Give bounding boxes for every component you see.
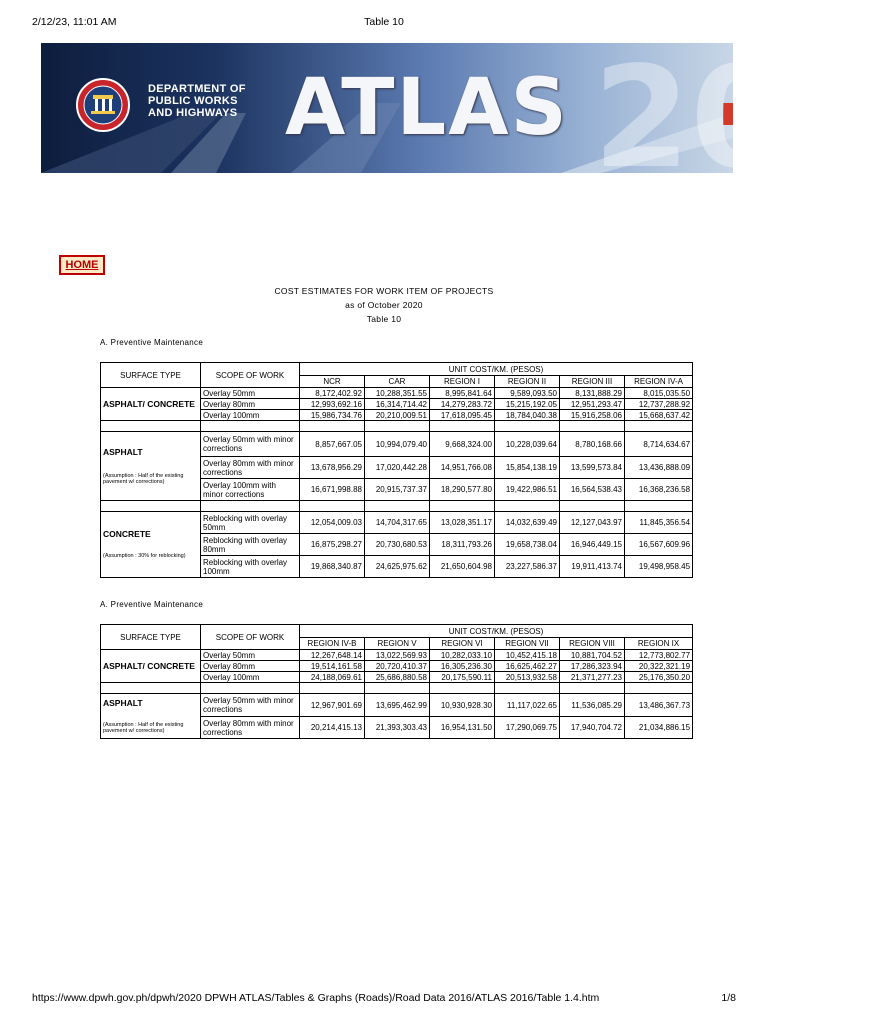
cost-cell: 16,567,609.96 [625,534,693,556]
cost-cell: 12,967,901.69 [300,694,365,717]
cost-cell: 8,857,667.05 [300,432,365,457]
scope-cell: Overlay 100mm [201,672,300,683]
doc-table-number: Table 10 [366,314,402,324]
cost-cell: 14,032,639.49 [495,512,560,534]
cost-cell: 20,322,321.19 [625,661,693,672]
cost-cell: 12,127,043.97 [560,512,625,534]
document-titles [0,284,768,326]
cost-cell: 23,227,586.37 [495,556,560,578]
scope-cell: Reblocking with overlay 80mm [201,534,300,556]
cost-cell: 15,854,138.19 [495,457,560,479]
cost-cell: 18,311,793.26 [430,534,495,556]
cost-cell: 16,625,462.27 [495,661,560,672]
spacer-row [101,683,693,694]
scope-cell: Overlay 100mm with minor corrections [201,479,300,501]
table-row [101,512,693,534]
cost-cell: 20,210,009.51 [365,410,430,421]
table-row [101,388,693,399]
cost-cell: 11,117,022.65 [495,694,560,717]
cost-cell: 13,028,351.17 [430,512,495,534]
header-region: REGION VI [430,638,495,650]
surface-type-cell: ASPHALT/ CONCRETE [101,650,201,683]
cost-cell: 8,015,035.50 [625,388,693,399]
cost-cell: 16,875,298.27 [300,534,365,556]
spacer-row [101,501,693,512]
scope-cell: Overlay 50mm [201,650,300,661]
print-page-number: 1/8 [721,992,736,1004]
header-unit-cost: UNIT COST/KM. (PESOS) [300,363,693,376]
print-page-title: Table 10 [364,16,404,28]
cost-cell: 19,498,958.45 [625,556,693,578]
scope-cell: Reblocking with overlay 100mm [201,556,300,578]
cost-cell: 17,940,704.72 [560,717,625,739]
section-label: A. Preventive Maintenance [100,338,204,347]
surface-type-label: ASPHALT [103,446,143,457]
cost-cell: 10,452,415.18 [495,650,560,661]
table-row [101,432,693,457]
cost-cell: 9,589,093.50 [495,388,560,399]
surface-type-cell [101,512,201,578]
cost-cell: 8,172,402.92 [300,388,365,399]
scope-cell: Overlay 50mm [201,388,300,399]
cost-cell: 10,282,033.10 [430,650,495,661]
header-region: REGION IV-A [625,376,693,388]
table-row [101,694,693,717]
cost-cell: 12,951,293.47 [560,399,625,410]
cost-cell: 20,915,737.37 [365,479,430,501]
cost-cell: 17,618,095.45 [430,410,495,421]
print-url: https://www.dpwh.gov.ph/dpwh/2020 DPWH ATLAS/Tables & Graphs (Roads)/Road Data 2016/ATLAS 2016/Table 1.4.htm [32,992,600,1004]
cost-cell: 10,228,039.64 [495,432,560,457]
header-region: REGION II [495,376,560,388]
cost-cell: 19,514,161.58 [300,661,365,672]
header-scope-of-work: SCOPE OF WORK [201,625,300,650]
cost-cell: 21,650,604.98 [430,556,495,578]
header-region: REGION I [430,376,495,388]
cost-table-2 [100,624,693,739]
scope-cell: Overlay 50mm with minor corrections [201,694,300,717]
cost-cell: 20,214,415.13 [300,717,365,739]
surface-type-cell: ASPHALT/ CONCRETE [101,388,201,421]
assumption-note: (Assumption : Half of the existing pavement w/ corrections) [103,721,184,734]
header-region: REGION VIII [560,638,625,650]
print-footer [0,992,768,1008]
doc-date: as of October 2020 [345,300,423,310]
cost-cell: 10,930,928.30 [430,694,495,717]
cost-cell: 13,599,573.84 [560,457,625,479]
home-button[interactable]: HOME [59,255,105,275]
cost-cell: 15,215,192.05 [495,399,560,410]
header-unit-cost: UNIT COST/KM. (PESOS) [300,625,693,638]
cost-cell: 17,290,069.75 [495,717,560,739]
print-header [0,16,768,32]
scope-cell: Overlay 80mm with minor corrections [201,717,300,739]
cost-cell: 8,131,888.29 [560,388,625,399]
header-region: CAR [365,376,430,388]
cost-cell: 13,486,367.73 [625,694,693,717]
cost-cell: 20,513,932.58 [495,672,560,683]
assumption-note: (Assumption : 30% for reblocking) [103,553,186,559]
cost-cell: 16,368,236.58 [625,479,693,501]
header-surface-type: SURFACE TYPE [101,625,201,650]
cost-cell: 19,658,738.04 [495,534,560,556]
cost-cell: 13,022,569.93 [365,650,430,661]
scope-cell: Overlay 80mm with minor corrections [201,457,300,479]
header-region: REGION IX [625,638,693,650]
banner-year: 202 [593,37,885,200]
atlas-banner [41,37,885,200]
print-timestamp: 2/12/23, 11:01 AM [32,16,117,28]
cost-cell: 14,704,317.65 [365,512,430,534]
cost-cell: 21,034,886.15 [625,717,693,739]
cost-cell: 10,288,351.55 [365,388,430,399]
surface-type-label: ASPHALT [103,697,143,708]
cost-cell: 18,784,040.38 [495,410,560,421]
cost-cell: 13,678,956.29 [300,457,365,479]
header-region: REGION IV-B [300,638,365,650]
cost-cell: 15,916,258.06 [560,410,625,421]
header-region: NCR [300,376,365,388]
cost-cell: 13,436,888.09 [625,457,693,479]
scope-cell: Overlay 80mm [201,399,300,410]
cost-cell: 24,188,069.61 [300,672,365,683]
surface-type-cell [101,432,201,501]
section-label: A. Preventive Maintenance [100,600,204,609]
cost-cell: 13,695,462.99 [365,694,430,717]
cost-cell: 14,279,283.72 [430,399,495,410]
cost-cell: 14,951,766.08 [430,457,495,479]
header-surface-type: SURFACE TYPE [101,363,201,388]
cost-cell: 20,730,680.53 [365,534,430,556]
cost-cell: 21,393,303.43 [365,717,430,739]
cost-cell: 21,371,277.23 [560,672,625,683]
cost-cell: 12,054,009.03 [300,512,365,534]
cost-cell: 12,737,288.92 [625,399,693,410]
assumption-note: (Assumption : Half of the existing pavement w/ corrections) [103,472,184,485]
cost-cell: 19,868,340.87 [300,556,365,578]
cost-cell: 16,564,538.43 [560,479,625,501]
cost-cell: 8,780,168.66 [560,432,625,457]
surface-type-label: CONCRETE [103,529,151,539]
scope-cell: Overlay 100mm [201,410,300,421]
cost-cell: 25,176,350.20 [625,672,693,683]
doc-title: COST ESTIMATES FOR WORK ITEM OF PROJECTS [274,286,494,296]
cost-cell: 11,536,085.29 [560,694,625,717]
table-row [101,650,693,661]
scope-cell: Reblocking with overlay 50mm [201,512,300,534]
cost-cell: 16,671,998.88 [300,479,365,501]
header-region: REGION V [365,638,430,650]
scope-cell: Overlay 50mm with minor corrections [201,432,300,457]
cost-cell: 17,020,442.28 [365,457,430,479]
cost-cell: 20,720,410.37 [365,661,430,672]
scope-cell: Overlay 80mm [201,661,300,672]
cost-cell: 16,946,449.15 [560,534,625,556]
cost-cell: 16,305,236.30 [430,661,495,672]
cost-cell: 25,686,880.58 [365,672,430,683]
cost-cell: 24,625,975.62 [365,556,430,578]
cost-cell: 9,668,324.00 [430,432,495,457]
cost-cell: 11,845,356.54 [625,512,693,534]
spacer-row [101,421,693,432]
cost-cell: 10,994,079.40 [365,432,430,457]
cost-cell: 17,286,323.94 [560,661,625,672]
cost-cell: 8,995,841.64 [430,388,495,399]
cost-cell: 18,290,577.80 [430,479,495,501]
header-region: REGION VII [495,638,560,650]
header-region: REGION III [560,376,625,388]
cost-cell: 16,314,714.42 [365,399,430,410]
cost-cell: 20,175,590.11 [430,672,495,683]
cost-cell: 8,714,634.67 [625,432,693,457]
cost-cell: 10,881,704.52 [560,650,625,661]
cost-cell: 12,267,648.14 [300,650,365,661]
cost-cell: 15,668,637.42 [625,410,693,421]
cost-cell: 12,773,802.77 [625,650,693,661]
surface-type-cell [101,694,201,739]
department-name: DEPARTMENT OF PUBLIC WORKS AND HIGHWAYS [148,83,246,119]
cost-cell: 19,422,986.51 [495,479,560,501]
cost-cell: 16,954,131.50 [430,717,495,739]
cost-table-1 [100,362,693,578]
header-scope-of-work: SCOPE OF WORK [201,363,300,388]
cost-cell: 12,993,692.16 [300,399,365,410]
banner-atlas-title: ATLAS [285,63,569,153]
cost-cell: 15,986,734.76 [300,410,365,421]
cost-cell: 19,911,413.74 [560,556,625,578]
